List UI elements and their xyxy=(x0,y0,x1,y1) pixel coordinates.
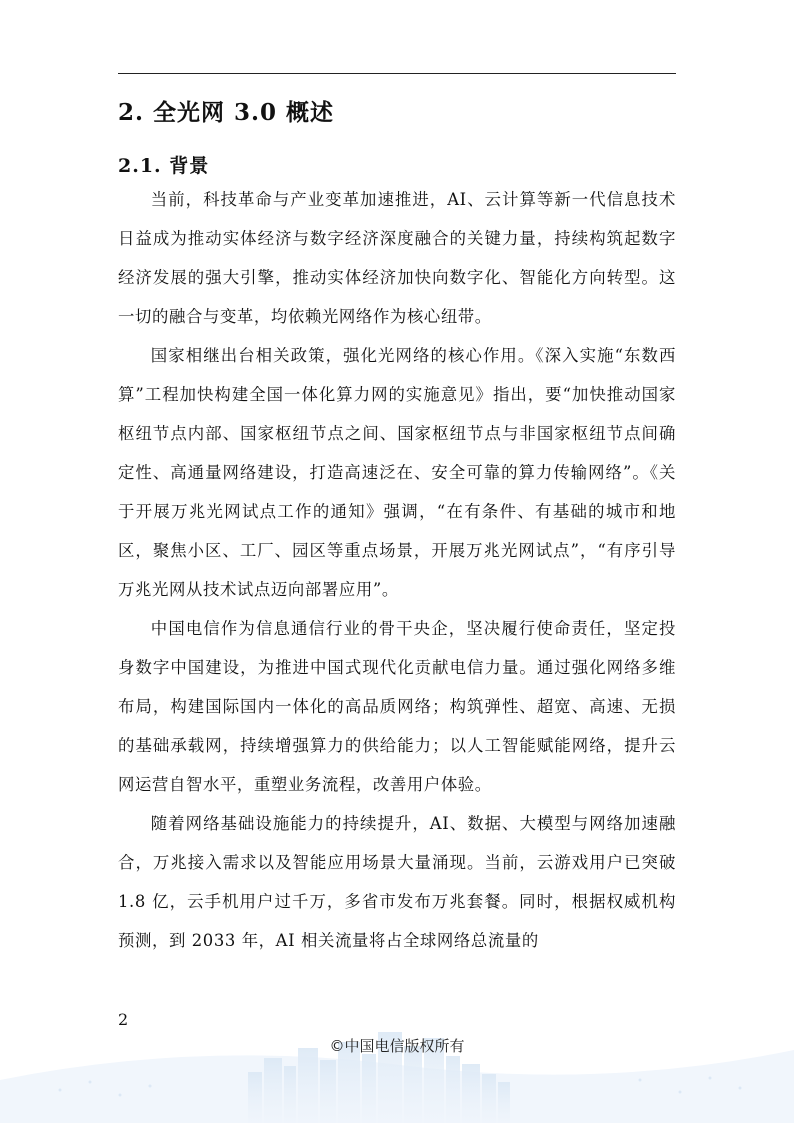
subsection-heading: 2.1. 背景 xyxy=(118,155,210,177)
paragraph: 中国电信作为信息通信行业的骨干央企，坚决履行使命责任，坚定投身数字中国建设，为推进中国式现代化贡献电信力量。通过强化网络多维布局，构建国际国内一体化的高品质网络；构筑弹性、超宽、高速、无损的基础承载网，持续增强算力的供给能力；以人工智能赋能网络，提升云网运营自智水平，重塑业务流程，改善用户体验。 xyxy=(118,619,676,794)
section-heading: 2. 全光网 3.0 概述 xyxy=(118,99,335,126)
copyright-notice: ©中国电信版权所有 xyxy=(329,1037,465,1055)
header-rule xyxy=(118,73,676,74)
page-number: 2 xyxy=(118,1010,129,1029)
paragraph: 随着网络基础设施能力的持续提升，AI、数据、大模型与网络加速融合，万兆接入需求以及智能应用场景大量涌现。当前，云游戏用户已突破 1.8 亿，云手机用户过千万，多省市发布万兆套餐。同时，根据权威机构预测，到 2033 年，AI 相关流量将占全球网络总流量的 xyxy=(118,814,676,950)
body-text xyxy=(118,180,676,960)
paragraph: 国家相继出台相关政策，强化光网络的核心作用。《深入实施“东数西算”工程加快构建全国一体化算力网的实施意见》指出，要“加快推动国家枢纽节点内部、国家枢纽节点之间、国家枢纽节点与非国家枢纽节点间确定性、高通量网络建设，打造高速泛在、安全可靠的算力传输网络”。《关于开展万兆光网试点工作的通知》强调，“在有条件、有基础的城市和地区，聚焦小区、工厂、园区等重点场景，开展万兆光网试点”，“有序引导万兆光网从技术试点迈向部署应用”。 xyxy=(118,346,676,599)
paragraph: 当前，科技革命与产业变革加速推进，AI、云计算等新一代信息技术日益成为推动实体经济与数字经济深度融合的关键力量，持续构筑起数字经济发展的强大引擎，推动实体经济加快向数字化、智能化方向转型。这一切的融合与变革，均依赖光网络作为核心纽带。 xyxy=(118,190,676,326)
